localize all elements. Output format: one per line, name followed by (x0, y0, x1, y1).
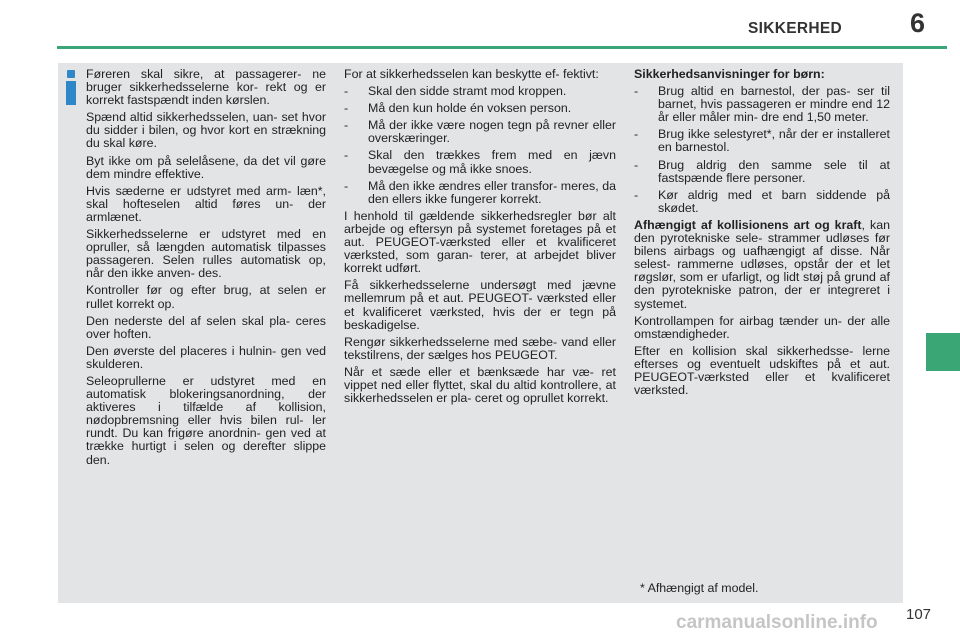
list-item: - Må den kun holde én voksen person. (344, 101, 572, 116)
paragraph: I henhold til gældende sikkerhedsregler bør alt arbejde og eftersyn på systemet foretages på et aut. PEUGEOT-værksted eller et kvalificeret værksted, som garan- terer, at arbejdet bliver korrekt udført. (344, 208, 616, 276)
paragraph: Seleoprullerne er udstyret med en automatisk blokeringsanordning, der aktiveres i tilfælde af kollision, nødopbremsning eller hvis bilen rul- ler rundt. Du kan frigøre anordnin- gen ved at trække hurtigt i selen og derefter slippe den. (86, 373, 326, 467)
child-safety-heading: Sikkerhedsanvisninger for børn: (634, 67, 825, 81)
page-number: 107 (906, 606, 932, 623)
paragraph: Sikkerhedsselerne er udstyret med en opruller, så længden automatisk tilpasses passageren. Selen rulles automatisk op, når den ikke anven- des. (86, 227, 326, 281)
list-item-text: Må den kun holde én voksen person. (368, 101, 572, 116)
paragraph: Når et sæde eller et bænksæde har væ- ret vippet ned eller flyttet, skal du altid kontrollere, at sikkerhedsselen er pla- ceret og oprullet korrekt. (344, 364, 616, 406)
paragraph: Spænd altid sikkerhedsselen, uan- set hvor du sidder i bilen, og hvor kort en strækning du skal køre. (86, 110, 326, 151)
seatbelt-checklist (344, 85, 616, 206)
list-item-text: Skal den trækkes frem med en jævn bevægelse og må ikke snoes. (368, 148, 616, 176)
column-2 (344, 68, 616, 409)
list-item: - Må der ikke være nogen tegn på revner eller overskæringer. (344, 118, 616, 146)
list-item: - Skal den trækkes frem med en jævn bevægelse og må ikke snoes. (344, 148, 616, 176)
paragraph: Føreren skal sikre, at passagerer- ne bruger sikkerhedsselerne kor- rekt og er korrekt fastspændt inden kørslen. (86, 67, 326, 108)
list-item: - Brug altid en barnestol, der pas- ser til barnet, hvis passageren er mindre end 12 år eller måler min- dre end 1,50 meter. (634, 84, 890, 125)
list-item-text: Brug aldrig den samme sele til at fastspænde flere personer. (658, 157, 890, 185)
paragraph: Efter en kollision skal sikkerhedsse- lerne efterses og eventuelt udskiftes på et aut. PEUGEOT-værksted eller et kvalificeret værksted. (634, 343, 890, 398)
section-title: SIKKERHED (748, 20, 842, 37)
paragraph: Den øverste del placeres i hulnin- gen ved skulderen. (86, 343, 326, 371)
paragraph: Hvis sæderne er udstyret med arm- læn*, skal hofteselen altid føres un- der armlænet. (86, 183, 326, 224)
list-item-text: Skal den sidde stramt mod kroppen. (368, 84, 567, 99)
paragraph: Kontroller før og efter brug, at selen er rullet korrekt op. (86, 283, 326, 311)
list-item: - Kør aldrig med et barn siddende på skødet. (634, 187, 890, 215)
footnote: * Afhængigt af model. (640, 581, 759, 595)
list-item-text: Brug ikke selestyret*, når der er installeret en barnestol. (658, 127, 890, 155)
header-divider (57, 46, 947, 49)
paragraph: Kontrollampen for airbag tænder un- der alle omstændigheder. (634, 313, 890, 341)
intro-text: For at sikkerhedsselen kan beskytte ef- fektivt: (344, 67, 599, 81)
list-item: - Må den ikke ændres eller transfor- meres, da den ellers ikke fungerer korrekt. (344, 178, 616, 206)
info-icon (64, 70, 78, 106)
paragraph: Rengør sikkerhedsselerne med sæbe- vand eller tekstilrens, der sælges hos PEUGEOT. (344, 334, 616, 362)
collision-paragraph (634, 219, 890, 311)
chapter-side-tab (926, 333, 960, 371)
paragraph: Få sikkerhedsselerne undersøgt med jævne mellemrum på et aut. PEUGEOT- værksted eller et kvalificeret værksted, hvis der er tegn på beskadigelse. (344, 278, 616, 332)
child-safety-list (634, 85, 890, 215)
list-item: - Skal den sidde stramt mod kroppen. (344, 84, 567, 99)
column-3 (634, 68, 890, 401)
list-item-text: Brug altid en barnestol, der pas- ser til barnet, hvis passageren er mindre end 12 år eller måler min- dre end 1,50 meter. (658, 84, 890, 125)
chapter-number: 6 (910, 8, 926, 38)
list-item-text: Må den ikke ændres eller transfor- meres, da den ellers ikke fungerer korrekt. (368, 178, 616, 206)
list-item: - Brug aldrig den samme sele til at fastspænde flere personer. (634, 157, 890, 185)
watermark: carmanualsonline.info (676, 612, 878, 633)
column-1 (86, 68, 326, 471)
collision-bold-text: Afhængigt af kollisionens art og kraft (634, 217, 862, 232)
list-item: - Brug ikke selestyret*, når der er installeret en barnestol. (634, 127, 890, 155)
paragraph: Byt ikke om på selelåsene, da det vil gøre dem mindre effektive. (86, 153, 326, 181)
paragraph: Den nederste del af selen skal pla- ceres over hoften. (86, 313, 326, 341)
collision-text: , kan den pyrotekniske sele- strammer udløses før bilens airbags og uafhængigt af disse. Når selest- rammerne udløses, opstår der et let røgslør, som er ufarligt, og lidt støj på grund af den pyrotekniske patron, der er integreret i systemet. (634, 217, 890, 311)
list-item-text: Kør aldrig med et barn siddende på skødet. (658, 187, 890, 215)
list-item-text: Må der ikke være nogen tegn på revner eller overskæringer. (368, 118, 616, 146)
